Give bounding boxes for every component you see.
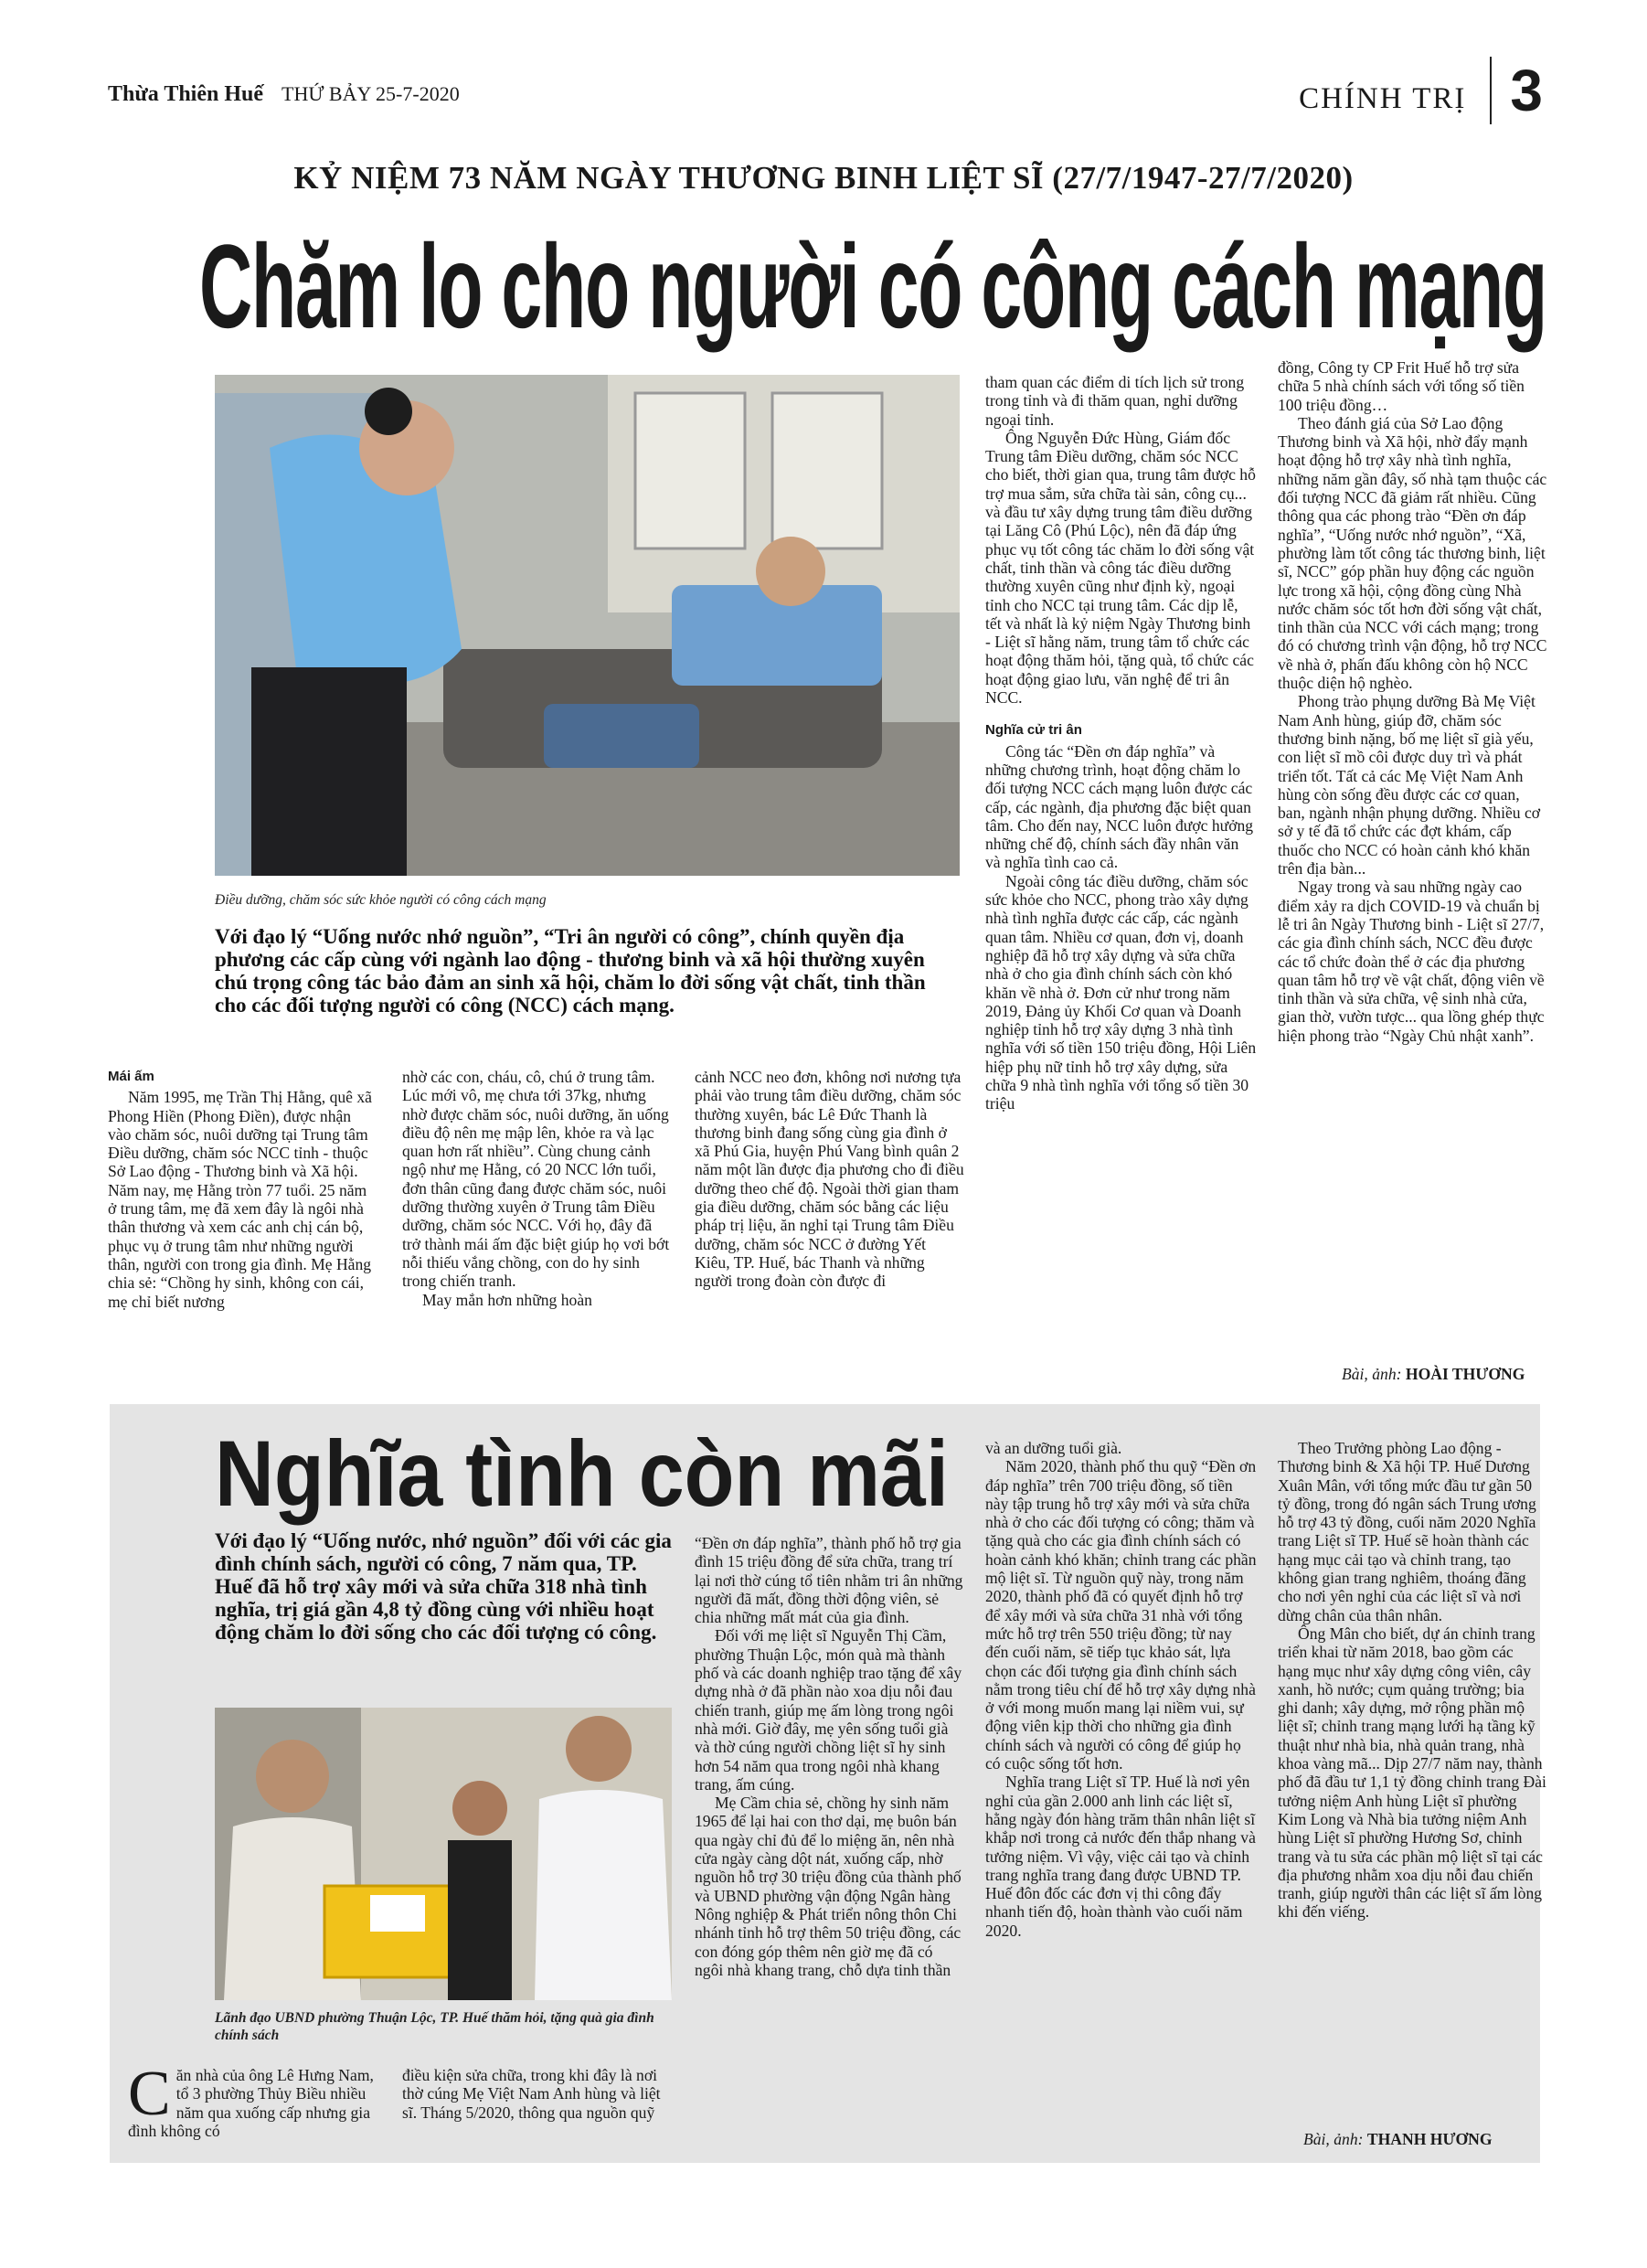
article2-column-4	[985, 1439, 1258, 1940]
paragraph: Ngay trong và sau những ngày cao điểm xảy ra dịch COVID-19 và chuẩn bị lễ tri ân Ngày Thương binh - Liệt sĩ 27/7, các gia đình chính sách, NCC đều được các tổ chức đoàn thể ở các địa phương quan tâm hỗ trợ về vật chất, động viên về tinh thần và sửa chữa, vệ sinh nhà cửa, gian thờ, vườn tược... qua lồng ghép thực hiện phong trào “Ngày Chủ nhật xanh”.	[1278, 878, 1545, 1045]
paragraph: và an dưỡng tuổi già.	[985, 1439, 1122, 1457]
article2-headline: Nghĩa tình còn mãi	[215, 1421, 949, 1526]
article1-kicker: KỶ NIỆM 73 NĂM NGÀY THƯƠNG BINH LIỆT SĨ (27/7/1947-27/7/2020)	[293, 160, 1354, 196]
paragraph: Năm 1995, mẹ Trần Thị Hằng, quê xã Phong Hiền (Phong Điền), được nhận vào chăm sóc, nuôi dưỡng tại Trung tâm Điều dưỡng, chăm sóc NCC tỉnh - thuộc Sở Lao động - Thương binh và Xã hội. Năm nay, mẹ Hằng tròn 77 tuổi. 25 năm ở trung tâm, mẹ đã xem đây là ngôi nhà thân thương và xem các anh chị cán bộ, phục vụ ở trung tâm như những người thân, người con trong gia đình. Mẹ Hằng chia sẻ: “Chồng hy sinh, không con cái, mẹ chỉ biết nương	[108, 1088, 372, 1311]
article1-column-2	[402, 1068, 672, 1309]
subhead-mai-am: Mái ấm	[108, 1069, 154, 1084]
page-number: 3	[1510, 58, 1543, 123]
article1-column-4	[985, 373, 1258, 1113]
paragraph: Công tác “Đền ơn đáp nghĩa” và những chương trình, hoạt động chăm lo đối tượng NCC cách mạng luôn được các cấp, các ngành, địa phương đặc biệt quan tâm. Cho đến nay, NCC luôn được hưởng những chế độ, chính sách đầy nhân văn và nghĩa tình cao cả.	[985, 741, 1254, 872]
paragraph: “Đền ơn đáp nghĩa”, thành phố hỗ trợ gia đình 15 triệu đồng để sửa chữa, trang trí lại nơi thờ cúng tổ tiên nhằm tri ân những người đã mất, đồng thời động viên, sẻ chia những mất mát của gia đình.	[695, 1534, 963, 1627]
paragraph: Theo Trưởng phòng Lao động - Thương binh & Xã hội TP. Huế Dương Xuân Mân, với tổng mức đầu tư gần 50 tỷ đồng, trong đó ngân sách Trung ương hỗ trợ 43 tỷ đồng, cuối năm 2020 Nghĩa trang Liệt sĩ TP. Huế sẽ hoàn thành các hạng mục cải tạo và chỉnh trang, tạo không gian trang nghiêm, thoáng đãng cho nơi yên nghỉ của các liệt sĩ và nơi dừng chân của thân nhân.	[1278, 1439, 1536, 1624]
paragraph: Ông Mân cho biết, dự án chỉnh trang triển khai từ năm 2018, bao gồm các hạng mục như xây dựng công viên, cây xanh, hồ nước; cụm quảng trường; bia ghi danh; xây dựng, mở rộng phần mộ liệt sĩ; chỉnh trang mạng lưới hạ tầng kỹ thuật như nhà bia, nhà quản trang, nhà khoa vàng mã... Dịp 27/7 năm nay, thành phố đã đầu tư 1,1 tỷ đồng chỉnh trang Đài tưởng niệm Anh hùng Liệt sĩ phường Kim Long và Nhà bia tưởng niệm Anh hùng Liệt sĩ phường Hương Sơ, chỉnh trang và tu sửa các phần mộ liệt sĩ tại các địa phương nhằm xoa dịu nỗi đau chiến tranh, giúp người thân các liệt sĩ ấm lòng khi đến viếng.	[1278, 1624, 1546, 1922]
paragraph: đồng, Công ty CP Frit Huế hỗ trợ sửa chữa 5 nhà chính sách với tổng số tiền 100 triệu đồng…	[1278, 358, 1525, 414]
section-name: CHÍNH TRỊ	[1299, 81, 1467, 115]
article2-byline: Bài, ảnh: THANH HƯƠNG	[1303, 2130, 1493, 2148]
paragraph: May mắn hơn những hoàn	[422, 1290, 592, 1309]
nurse-patient-illustration	[215, 375, 960, 876]
article2-lead: Với đạo lý “Uống nước, nhớ nguồn” đối với các gia đình chính sách, người có công, 7 năm qua, TP. Huế đã hỗ trợ xây mới và sửa chữa 318 nhà tình nghĩa, trị giá gần 4,8 tỷ đồng cùng với nhiều hoạt động chăm lo đời sống cho các đối tượng có công.	[215, 1529, 672, 1644]
article1-photo	[215, 375, 960, 876]
paragraph: Căn nhà của ông Lê Hưng Nam, tổ 3 phường Thủy Biều nhiều năm qua xuống cấp nhưng gia đình không có	[128, 2059, 374, 2140]
drop-cap: C	[128, 2059, 171, 2129]
gift-handover-illustration	[215, 1708, 672, 2000]
paragraph: Theo đánh giá của Sở Lao động Thương binh và Xã hội, nhờ đẩy mạnh hoạt động hỗ trợ xây nhà tình nghĩa, những năm gần đây, số nhà tạm thuộc các đối tượng NCC đã giảm rất nhiều. Cũng thông qua các phong trào “Đền ơn đáp nghĩa”, “Uống nước nhớ nguồn”, “Xã, phường làm tốt công tác thương binh, liệt sĩ, NCC” góp phần huy động các nguồn lực trong xã hội, cộng đồng cùng Nhà nước chăm sóc tốt hơn đời sống vật chất, tinh thần của NCC với cách mạng; trong đó có chương trình vận động, hỗ trợ NCC về nhà ở, phấn đấu không còn hộ NCC thuộc diện hộ nghèo.	[1278, 413, 1547, 693]
paragraph: điều kiện sửa chữa, trong khi đây là nơi thờ cúng Mẹ Việt Nam Anh hùng và liệt sĩ. Tháng 5/2020, thông qua nguồn quỹ	[402, 2066, 661, 2122]
article1-column-1	[108, 1068, 377, 1311]
author-name: THANH HƯƠNG	[1366, 2130, 1493, 2148]
issue-date: THỨ BẢY 25-7-2020	[282, 82, 460, 105]
paragraph: Đối với mẹ liệt sĩ Nguyễn Thị Cầm, phường Thuận Lộc, món quà mà thành phố và các doanh nghiệp trao tặng để xây dựng nhà ở đã phần nào xoa dịu nỗi đau chiến tranh, giúp mẹ ấm lòng trong ngôi nhà mới. Giờ đây, mẹ yên sống tuổi già và thờ cúng người chồng liệt sĩ hy sinh hơn 54 năm qua trong ngôi nhà khang trang, ấm cúng.	[695, 1626, 962, 1794]
paragraph: cảnh NCC neo đơn, không nơi nương tựa phải vào trung tâm điều dưỡng, chăm sóc thường xuyên, bác Lê Đức Thanh là thương binh đang sống cùng gia đình ở xã Phú Gia, huyện Phú Vang bình quân 2 năm một lần được địa phương cho đi điều dưỡng theo chế độ. Ngoài thời gian tham gia điều dưỡng, chăm sóc bằng các liệu pháp trị liệu, ăn nghỉ tại Trung tâm Điều dưỡng, chăm sóc NCC ở đường Yết Kiêu, TP. Huế, bác Thanh và những người trong đoàn còn được đi	[695, 1068, 964, 1291]
article2-column-1	[128, 2059, 375, 2140]
article1-column-5	[1278, 358, 1547, 1045]
paper-name: Thừa Thiên Huế	[108, 82, 264, 106]
subhead-nghia-cu-tri-an: Nghĩa cử tri ân	[985, 722, 1082, 739]
article1-byline: Bài, ảnh: HOÀI THƯƠNG	[1342, 1365, 1525, 1383]
article2-column-3	[695, 1534, 964, 1979]
section-header	[1299, 57, 1543, 124]
article1-caption: Điều dưỡng, chăm sóc sức khỏe người có công cách mạng	[215, 892, 547, 908]
article1-headline: Chăm lo cho người có công cách mạng	[199, 219, 1546, 353]
paragraph: nhờ các con, cháu, cô, chú ở trung tâm. Lúc mới vô, mẹ chưa tới 37kg, nhưng nhờ được chăm sóc, nuôi dưỡng, ăn uống điều độ nên mẹ mập lên, khỏe ra và lạc quan hơn rất nhiều”. Cùng chung cảnh ngộ như mẹ Hằng, có 20 NCC lớn tuổi, đơn thân cũng đang được chăm sóc, nuôi dưỡng thường xuyên ở Trung tâm Điều dưỡng, chăm sóc NCC. Với họ, đây đã trở thành mái ấm đặc biệt giúp họ vơi bớt nỗi thiếu vắng chồng, con do hy sinh trong chiến tranh.	[402, 1068, 670, 1291]
paragraph: tham quan các điểm di tích lịch sử trong trong tỉnh và đi thăm quan, nghỉ dưỡng ngoại tỉnh.	[985, 373, 1245, 429]
paragraph: Ông Nguyễn Đức Hùng, Giám đốc Trung tâm Điều dưỡng, chăm sóc NCC cho biết, thời gian qua, trung tâm được hỗ trợ mua sắm, sửa chữa tài sản, công cụ... và đầu tư xây dựng trung tâm điều dưỡng tại Lăng Cô (Phú Lộc), nên đã đáp ứng phục vụ tốt công tác chăm lo đời sống vật chất, tinh thần và công tác điều dưỡng thường xuyên cũng như định kỳ, ngoại tỉnh cho NCC tại trung tâm. Các dịp lễ, tết và nhất là kỷ niệm Ngày Thương binh - Liệt sĩ hằng năm, trung tâm tổ chức các hoạt động thăm hỏi, tặng quà, tổ chức các hoạt động giao lưu, văn nghệ để tri ân NCC.	[985, 428, 1256, 708]
paragraph: Ngoài công tác điều dưỡng, chăm sóc sức khỏe cho NCC, phong trào xây dựng nhà tình nghĩa được các cấp, các ngành quan tâm. Nhiều cơ quan, đơn vị, doanh nghiệp đã hỗ trợ xây dựng và sửa chữa nhà ở cho gia đình chính sách còn khó khăn về nhà ở. Đơn cử như trong năm 2019, Đảng ủy Khối Cơ quan và Doanh nghiệp tỉnh hỗ trợ xây dựng 3 nhà tình nghĩa với số tiền 150 triệu đồng, Hội Liên hiệp phụ nữ tỉnh hỗ trợ xây dựng, sửa chữa 9 nhà tình nghĩa với tổng số tiền 30 triệu	[985, 871, 1257, 1113]
article1-column-3	[695, 1068, 964, 1291]
article1-lead: Với đạo lý “Uống nước nhớ nguồn”, “Tri ân người có công”, chính quyền địa phương các cấp cùng với ngành lao động - thương binh và xã hội thường xuyên chú trọng công tác bảo đảm an sinh xã hội, chăm lo đời sống vật chất, tinh thần cho các đối tượng người có công (NCC) cách mạng.	[215, 925, 926, 1017]
header-divider	[1490, 57, 1492, 124]
masthead	[108, 82, 460, 107]
article2-column-2	[402, 2066, 672, 2122]
author-name: HOÀI THƯƠNG	[1405, 1365, 1525, 1383]
article2-column-5	[1278, 1439, 1547, 1922]
article2-caption: Lãnh đạo UBND phường Thuận Lộc, TP. Huế thăm hỏi, tặng quà gia đình chính sách	[215, 2010, 654, 2043]
paragraph: Phong trào phụng dưỡng Bà Mẹ Việt Nam Anh hùng, giúp đỡ, chăm sóc thương binh nặng, bố mẹ liệt sĩ già yếu, con liệt sĩ mồ côi được duy trì và phát triển tốt. Tất cả các Mẹ Việt Nam Anh hùng còn sống đều được các cơ quan, ban, ngành nhận phụng dưỡng. Nhiều cơ sở y tế đã tổ chức các đợt khám, cấp thuốc cho NCC có hoàn cảnh khó khăn trên địa bàn...	[1278, 692, 1541, 878]
paragraph: Nghĩa trang Liệt sĩ TP. Huế là nơi yên nghỉ của gần 2.000 anh linh các liệt sĩ, hằng ngày đón hàng trăm thân nhân liệt sĩ khắp nơi trong cả nước đến thắp nhang và tưởng niệm. Vì vậy, việc cải tạo và chỉnh trang nghĩa trang đang được UBND TP. Huế đôn đốc các đơn vị thi công đẩy nhanh tiến độ, hoàn thành vào cuối năm 2020.	[985, 1773, 1256, 1940]
paragraph: Năm 2020, thành phố thu quỹ “Đền ơn đáp nghĩa” trên 700 triệu đồng, số tiền này tập trung hỗ trợ xây mới và sửa chữa nhà ở cho các đối tượng có công; thăm và tặng quà cho các gia đình chính sách có hoàn cảnh khó khăn; chỉnh trang các phần mộ liệt sĩ. Từ nguồn quỹ này, trong năm 2020, thành phố đã có quyết định hỗ trợ để xây mới và sửa chữa 31 nhà với tổng mức hỗ trợ trên 550 triệu đồng; từ nay đến cuối năm, sẽ tiếp tục khảo sát, lựa chọn các đối tượng gia đình chính sách nằm trong tiêu chí để hỗ trợ xây dựng nhà ở với mong muốn mang lại niềm vui, sự động viên kịp thời cho những gia đình chính sách và người có công để giúp họ có cuộc sống tốt hơn.	[985, 1457, 1257, 1773]
article2-photo	[215, 1708, 672, 2000]
paragraph: Mẹ Cầm chia sẻ, chồng hy sinh năm 1965 để lại hai con thơ dại, mẹ buôn bán qua ngày chỉ đủ để lo miệng ăn, nên nhà cửa ngày càng dột nát, xuống cấp, nhờ nguồn hỗ trợ 30 triệu đồng của thành phố và UBND phường vận động Ngân hàng Nông nghiệp & Phát triển nông thôn Chi nhánh tỉnh hỗ trợ thêm 50 triệu đồng, các con đóng góp thêm nên giờ mẹ đã có ngôi nhà khang trang, chỗ dựa tinh thần	[695, 1794, 962, 1979]
